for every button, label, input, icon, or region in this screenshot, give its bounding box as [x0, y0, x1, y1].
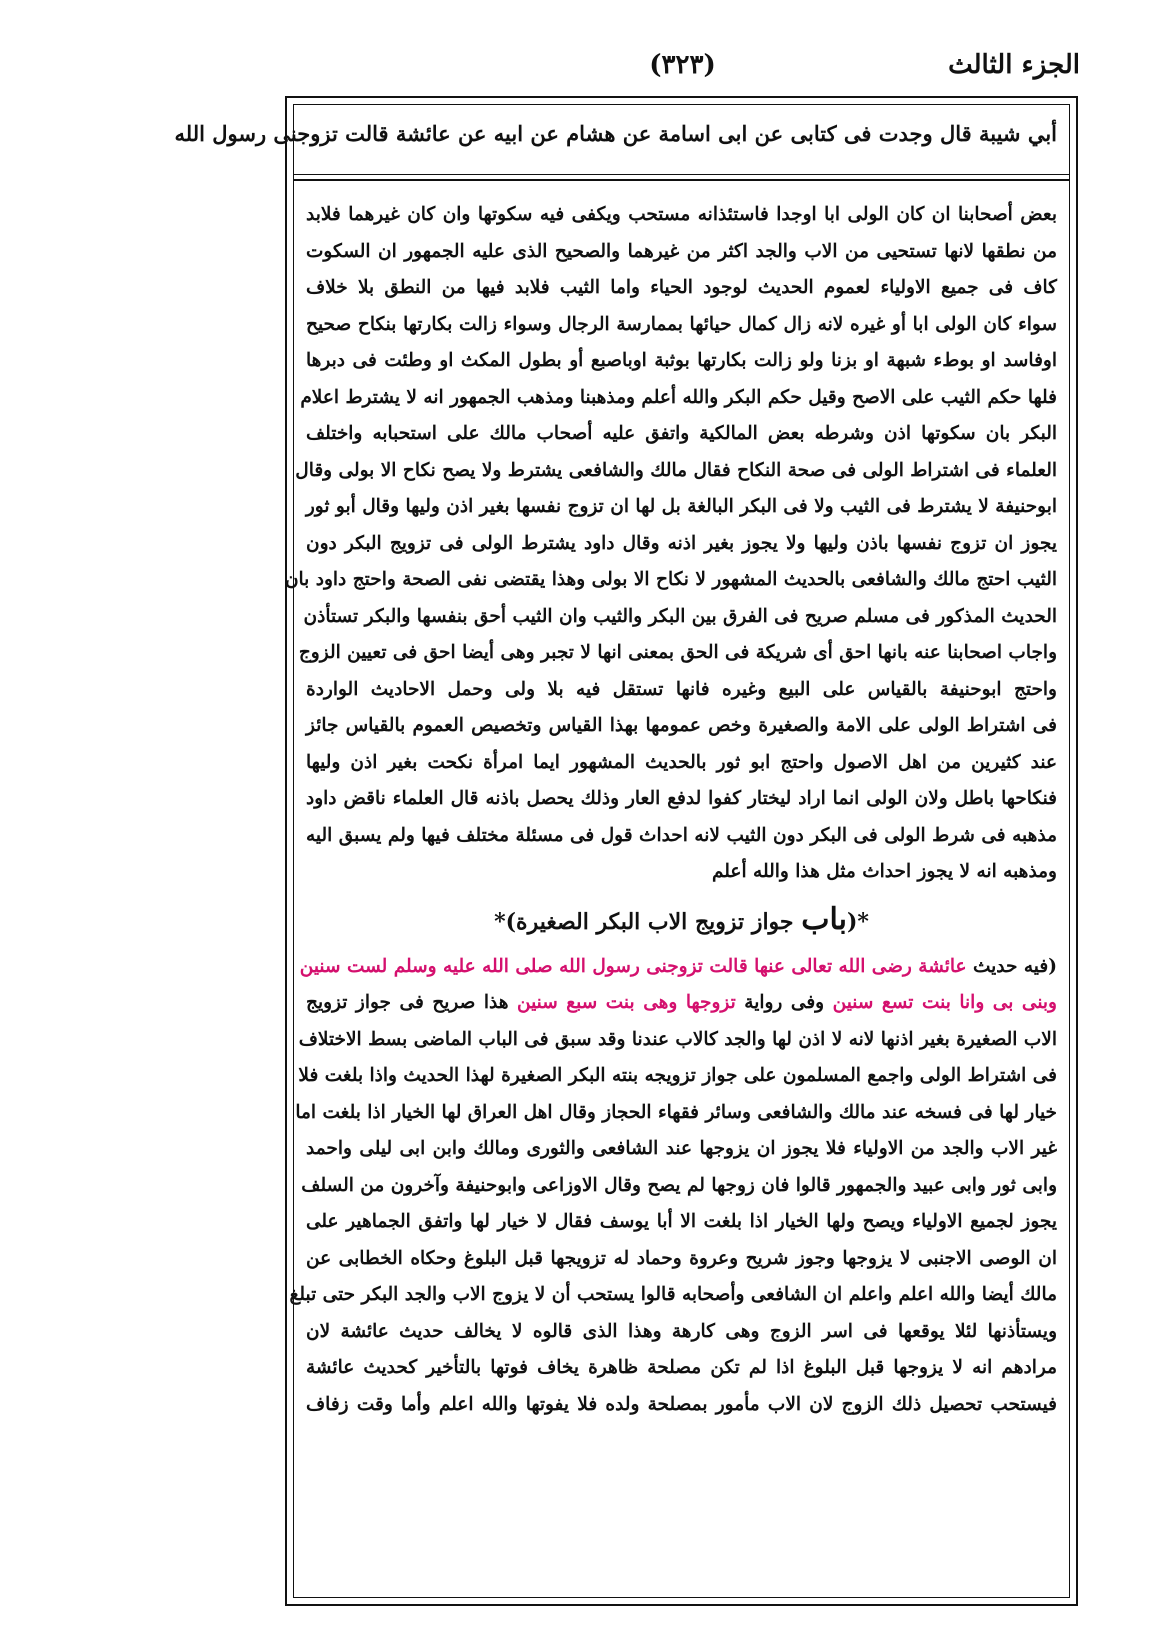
page-frame [174, 96, 1078, 1606]
hadith-line-1-highlight: عائشة رضى الله تعالى عنها قالت تزوجنى رسول الله صلى الله عليه وسلم لست سنين [299, 955, 967, 977]
text-line: الثيب احتج مالك والشافعى بالحديث المشهور لا نكاح الا بولى وهذا يقتضى نفى الصحة واحتج داود بان [284, 569, 1057, 590]
hadith-line-1 [299, 949, 1057, 986]
chapter-title-text: جواز تزويج الاب البكر الصغيرة [516, 908, 794, 935]
text-line: غير الاب والجد من الاولياء فلا يجوز ان يزوجها عند الشافعى والثورى ومالك وابن ابى ليلى واحمد [306, 1138, 1057, 1159]
hadith-line-2 [306, 985, 1057, 1022]
text-line: كاف فى جميع الاولياء لعموم الحديث لوجود الحياء واما الثيب فلابد فيها من النطق بلا خلاف [306, 277, 1057, 298]
text-line: الحديث المذكور فى مسلم صريح فى الفرق بين البكر والثيب وان الثيب أحق بنفسها والبكر تستأذن [303, 605, 1057, 627]
hadith-header-text: أبي شيبة قال وجدت فى كتابى عن ابى اسامة عن هشام عن ابيه عن عائشة قالت تزوجنى رسول الله [174, 121, 1057, 146]
text-line: فيستحب تحصيل ذلك الزوج لان الاب مأمور بمصلحة ولده فلا يفوتها والله اعلم وأما وقت زفاف [306, 1393, 1057, 1415]
hadith-line-2-mid: وفى رواية [735, 992, 833, 1013]
page-number: (٣٢٣) [649, 50, 716, 80]
text-line: واحتج ابوحنيفة بالقياس على البيع وغيره فانها تستقل فيه بلا ولى وحمل الاحاديث الواردة [306, 678, 1057, 700]
text-line: بعض أصحابنا ان كان الولى ابا اوجدا فاستئذانه مستحب ويكفى فيه سكوتها وان كان غيرهما فلابد [306, 204, 1057, 225]
chapter-word: باب [801, 901, 847, 937]
hadith-line-2-post: هذا صريح فى جواز تزويج [306, 992, 518, 1013]
hadith-header-box [174, 105, 1069, 181]
text-line: العلماء فى اشتراط الولى فى صحة النكاح فقال مالك والشافعى يشترط ولا يصح نكاح الا بولى وقال [295, 459, 1057, 481]
volume-label: الجزء الثالث [948, 50, 1080, 80]
chapter-heading: *(باب جواز تزويج الاب البكر الصغيرة)* [494, 901, 869, 937]
text-line: فى اشتراط الولى على الامة والصغيرة وخص عمومها بهذا القياس وتخصيص العموم بالقياس جائز [306, 715, 1057, 736]
text-line: فى اشتراط الولى واجمع المسلمون على جواز تزويجه بنته البكر الصغيرة لهذا الحديث واذا بلغت فلا [298, 1065, 1057, 1086]
text-line: عند كثيرين من اهل الاصول واحتج ابو ثور بالحديث المشهور ايما امرأة نكحت بغير اذن وليها [306, 751, 1057, 773]
chapter-star: * [857, 908, 869, 935]
text-line: فلها حكم الثيب على الاصح وقيل حكم البكر والله أعلم ومذهبنا ومذهب الجمهور انه لا يشترط اعلام [300, 386, 1057, 408]
hadith-line-2-highlight: وبنى بى وانا بنت تسع سنين [832, 992, 1057, 1013]
text-line: ان الوصى الاجنبى لا يزوجها وجوز شريح وعروة وحماد له تزويجها قبل البلوغ وحكاه الخطابى عن [306, 1247, 1057, 1269]
hadith-line-2-highlight-2: تزوجها وهى بنت سبع سنين [517, 992, 736, 1013]
commentary-block-1 [284, 197, 1057, 891]
text-line: من نطقها لانها تستحيى من الاب والجد اكثر من غيرهما والصحيح الذى عليه الجمهور ان السكوت [306, 240, 1057, 262]
chapter-star-end: * [494, 908, 506, 935]
text-line: يجوز ان تزوج نفسها باذن وليها ولا يجوز بغير اذنه وقال داود يشترط الولى فى تزويج البكر دون [306, 532, 1057, 554]
text-line: الاب الصغيرة بغير اذنها لانه لا اذن لها والجد كالاب عندنا وقد سبق فى الباب الماضى بسط الاختلاف [298, 1028, 1057, 1050]
page-frame-inner [174, 104, 1070, 1598]
text-line: واجاب اصحابنا عنه بانها احق أى شريكة فى الحق بمعنى انها لا تجبر وهى أيضا احق فى تعيين الزوج [298, 642, 1057, 663]
text-line: ابوحنيفة لا يشترط فى الثيب ولا فى البكر البالغة بل لها ان تزوج نفسها بغير اذن وليها وقال أبو ثور [305, 496, 1057, 517]
text-line: وابى ثور وابى عبيد والجمهور قالوا فان زوجها لم يصح وقال الاوزاعى وابوحنيفة وآخرون من السلف [301, 1174, 1057, 1196]
commentary-block-2 [289, 1022, 1057, 1424]
text-line: يجوز لجميع الاولياء ويصح ولها الخيار اذا بلغت الا أبا يوسف فقال لا خيار لها واتفق الجماهير على [306, 1211, 1057, 1232]
commentary-body [284, 197, 1057, 1423]
text-line: مذهبه فى شرط الولى فى البكر دون الثيب لانه احداث قول فى مسئلة مختلف فيها ولم يسبق اليه [306, 824, 1057, 846]
text-line: ومذهبه انه لا يجوز احداث مثل هذا والله أعلم [712, 861, 1057, 882]
text-line: خيار لها فى فسخه عند مالك والشافعى وسائر فقهاء الحجاز وقال اهل العراق لها الخيار اذا بلغت اما [295, 1101, 1057, 1123]
text-line: مالك أيضا والله اعلم واعلم ان الشافعى وأصحابه قالوا يستحب أن لا يزوج الاب والجد البكر حتى تبلغ [289, 1284, 1057, 1305]
text-line: مرادهم انه لا يزوجها قبل البلوغ اذا لم تكن مصلحة ظاهرة يخاف فوتها بالتأخير كحديث عائشة [306, 1357, 1057, 1378]
text-line: سواء كان الولى ابا أو غيره لانه زال كمال حيائها بممارسة الرجال وسواء زالت بكارتها بنكاح صحيح [306, 313, 1057, 335]
text-line: فنكاحها باطل ولان الولى انما اراد ليختار كفوا لدفع العار وذلك يحصل باذنه قال العلماء ناقض داود [306, 788, 1057, 809]
running-header [285, 48, 1080, 94]
hadith-line-1-pre: (فيه حديث [966, 955, 1057, 977]
text-line: اوفاسد او بوطء شبهة او بزنا ولو زالت بكارتها بوثبة اوباصبع أو بطول المكث او وطئت فى دبرها [306, 350, 1057, 371]
text-line: ويستأذنها لئلا يوقعها فى اسر الزوج وهى كارهة وهذا الذى قالوه لا يخالف حديث عائشة لان [306, 1320, 1057, 1342]
text-line: البكر بان سكوتها اذن وشرطه بعض المالكية واتفق عليه أصحاب مالك على استحبابه واختلف [306, 423, 1057, 444]
